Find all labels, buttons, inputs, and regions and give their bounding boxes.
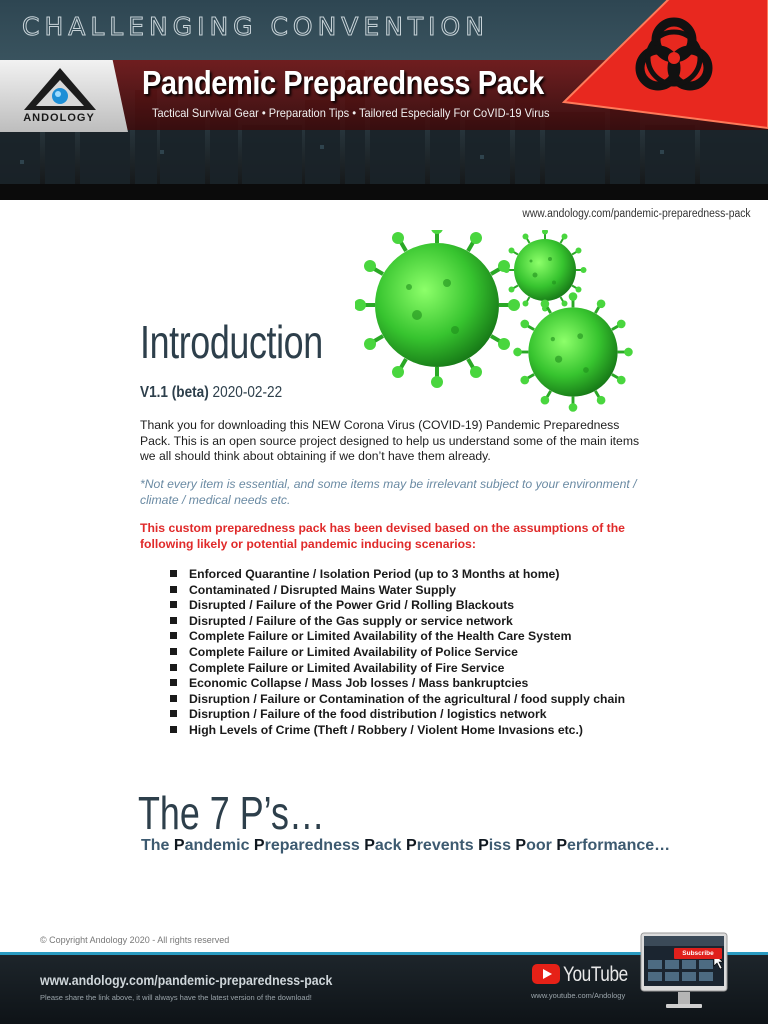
version-date: 2020-02-22: [208, 384, 283, 401]
list-item: Complete Failure or Limited Availability of Fire Service: [170, 661, 625, 677]
header-tagline: CHALLENGING CONVENTION: [22, 12, 489, 41]
monitor-icon: [640, 932, 730, 1014]
bullet-square-icon: [170, 586, 177, 593]
footer-note: Please share the link above, it will always have the latest version of the download!: [40, 993, 312, 1002]
list-item: Enforced Quarantine / Isolation Period (up to 3 Months at home): [170, 567, 625, 583]
andology-logo-icon: [20, 66, 100, 112]
bullet-square-icon: [170, 679, 177, 686]
list-item: Disruption / Failure of the food distribution / logistics network: [170, 707, 625, 723]
youtube-play-icon[interactable]: [532, 964, 560, 984]
brand-name: ANDOLOGY: [23, 112, 95, 124]
scenario-list: [170, 567, 625, 739]
bullet-square-icon: [170, 632, 177, 639]
sevenp-heading: The 7 P’s…: [138, 787, 325, 839]
header-subtitle: Tactical Survival Gear • Preparation Tips • Tailored Especially For CoVID-19 Virus: [152, 106, 550, 120]
intro-warning: This custom preparedness pack has been devised based on the assumptions of the following likely or potential pandemic inducing scenarios:: [140, 521, 625, 551]
youtube-channel-url[interactable]: www.youtube.com/Andology: [531, 991, 626, 1000]
list-item: Disrupted / Failure of the Gas supply or service network: [170, 614, 625, 630]
bullet-square-icon: [170, 664, 177, 671]
list-item: Disrupted / Failure of the Power Grid / Rolling Blackouts: [170, 598, 625, 614]
version-label: V1.1 (beta): [140, 384, 209, 401]
copyright-text: © Copyright Andology 2020 - All rights reserved: [40, 935, 230, 945]
bullet-square-icon: [170, 726, 177, 733]
intro-paragraph: Thank you for downloading this NEW Corona Virus (COVID-19) Pandemic Preparedness Pack. This is an open source project designed to help us understand some of the main items we all should think about obtaining if we don’t have them already.: [140, 418, 640, 463]
bullet-square-icon: [170, 710, 177, 717]
bullet-square-icon: [170, 695, 177, 702]
header-banner: [0, 0, 768, 200]
bullet-square-icon: [170, 648, 177, 655]
subscribe-button[interactable]: Subscribe: [674, 948, 722, 959]
footer-url-link[interactable]: www.andology.com/pandemic-preparedness-pack: [40, 972, 333, 988]
intro-heading: Introduction: [140, 316, 323, 368]
version-line: [140, 384, 282, 402]
site-url-link[interactable]: www.andology.com/pandemic-preparedness-pack: [522, 208, 751, 220]
youtube-wordmark[interactable]: YouTube: [563, 963, 628, 986]
bullet-square-icon: [170, 617, 177, 624]
list-item: Economic Collapse / Mass Job losses / Mass bankruptcies: [170, 676, 625, 692]
bullet-square-icon: [170, 601, 177, 608]
header-title: Pandemic Preparedness Pack: [142, 64, 544, 101]
list-item: High Levels of Crime (Theft / Robbery / Violent Home Invasions etc.): [170, 723, 625, 739]
biohazard-icon: [560, 0, 768, 140]
list-item: Disruption / Failure or Contamination of the agricultural / food supply chain: [170, 692, 625, 708]
virus-icon: [355, 230, 635, 415]
list-item: Complete Failure or Limited Availability of the Health Care System: [170, 629, 625, 645]
sevenp-motto: The Pandemic Preparedness Pack Prevents Piss Poor Performance…: [141, 837, 671, 854]
bullet-square-icon: [170, 570, 177, 577]
header-bottom-strip: [0, 184, 768, 200]
list-item: Complete Failure or Limited Availability of Police Service: [170, 645, 625, 661]
list-item: Contaminated / Disrupted Mains Water Supply: [170, 583, 625, 599]
intro-note: *Not every item is essential, and some items may be irrelevant subject to your environment / climate / medical needs etc.: [140, 477, 637, 507]
